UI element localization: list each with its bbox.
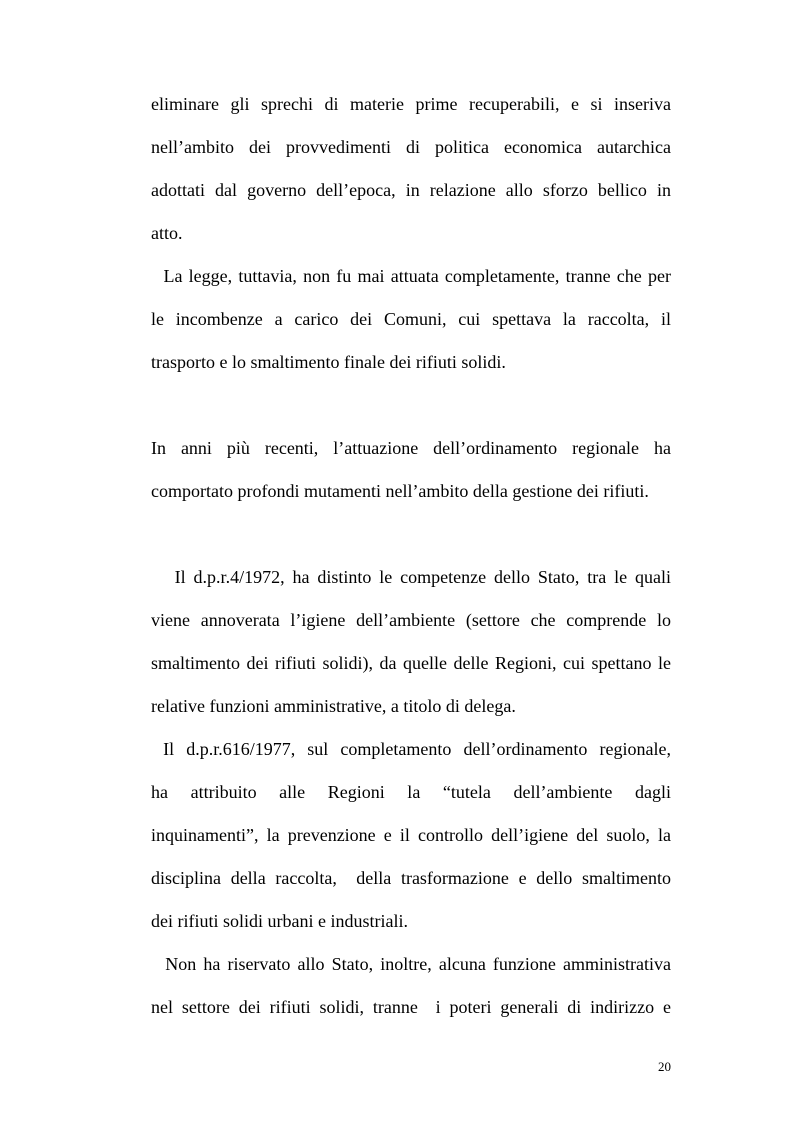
text-line: adottati dal governo dell’epoca, in relazione allo sforzo bellico in [151,180,671,200]
text-line: eliminare gli sprechi di materie prime recuperabili, e si inseriva [151,94,671,114]
text-line: Non ha riservato allo Stato, inoltre, alcuna funzione amministrativa [151,954,671,974]
text-line: ha attribuito alle Regioni la “tutela dell’ambiente dagli [151,782,671,802]
text-line: In anni più recenti, l’attuazione dell’ordinamento regionale ha [151,438,671,458]
text-line: smaltimento dei rifiuti solidi), da quelle delle Regioni, cui spettano le [151,653,671,673]
text-line: La legge, tuttavia, non fu mai attuata completamente, tranne che per [151,266,671,286]
text-line: nel settore dei rifiuti solidi, tranne i poteri generali di indirizzo e [151,997,671,1017]
text-line: comportato profondi mutamenti nell’ambito della gestione dei rifiuti. [151,481,649,501]
text-line: viene annoverata l’igiene dell’ambiente (settore che comprende lo [151,610,671,630]
text-line: relative funzioni amministrative, a titolo di delega. [151,696,516,716]
text-line: trasporto e lo smaltimento finale dei rifiuti solidi. [151,352,506,372]
text-line: inquinamenti”, la prevenzione e il controllo dell’igiene del suolo, la [151,825,671,845]
text-line: le incombenze a carico dei Comuni, cui spettava la raccolta, il [151,309,671,329]
page-number: 20 [658,1059,671,1074]
text-line: Il d.p.r.616/1977, sul completamento dell’ordinamento regionale, [151,739,671,759]
text-line: Il d.p.r.4/1972, ha distinto le competenze dello Stato, tra le quali [151,567,671,587]
text-line: dei rifiuti solidi urbani e industriali. [151,911,408,931]
text-line: atto. [151,223,183,243]
text-line: nell’ambito dei provvedimenti di politica economica autarchica [151,137,671,157]
text-line: disciplina della raccolta, della trasformazione e dello smaltimento [151,868,671,888]
